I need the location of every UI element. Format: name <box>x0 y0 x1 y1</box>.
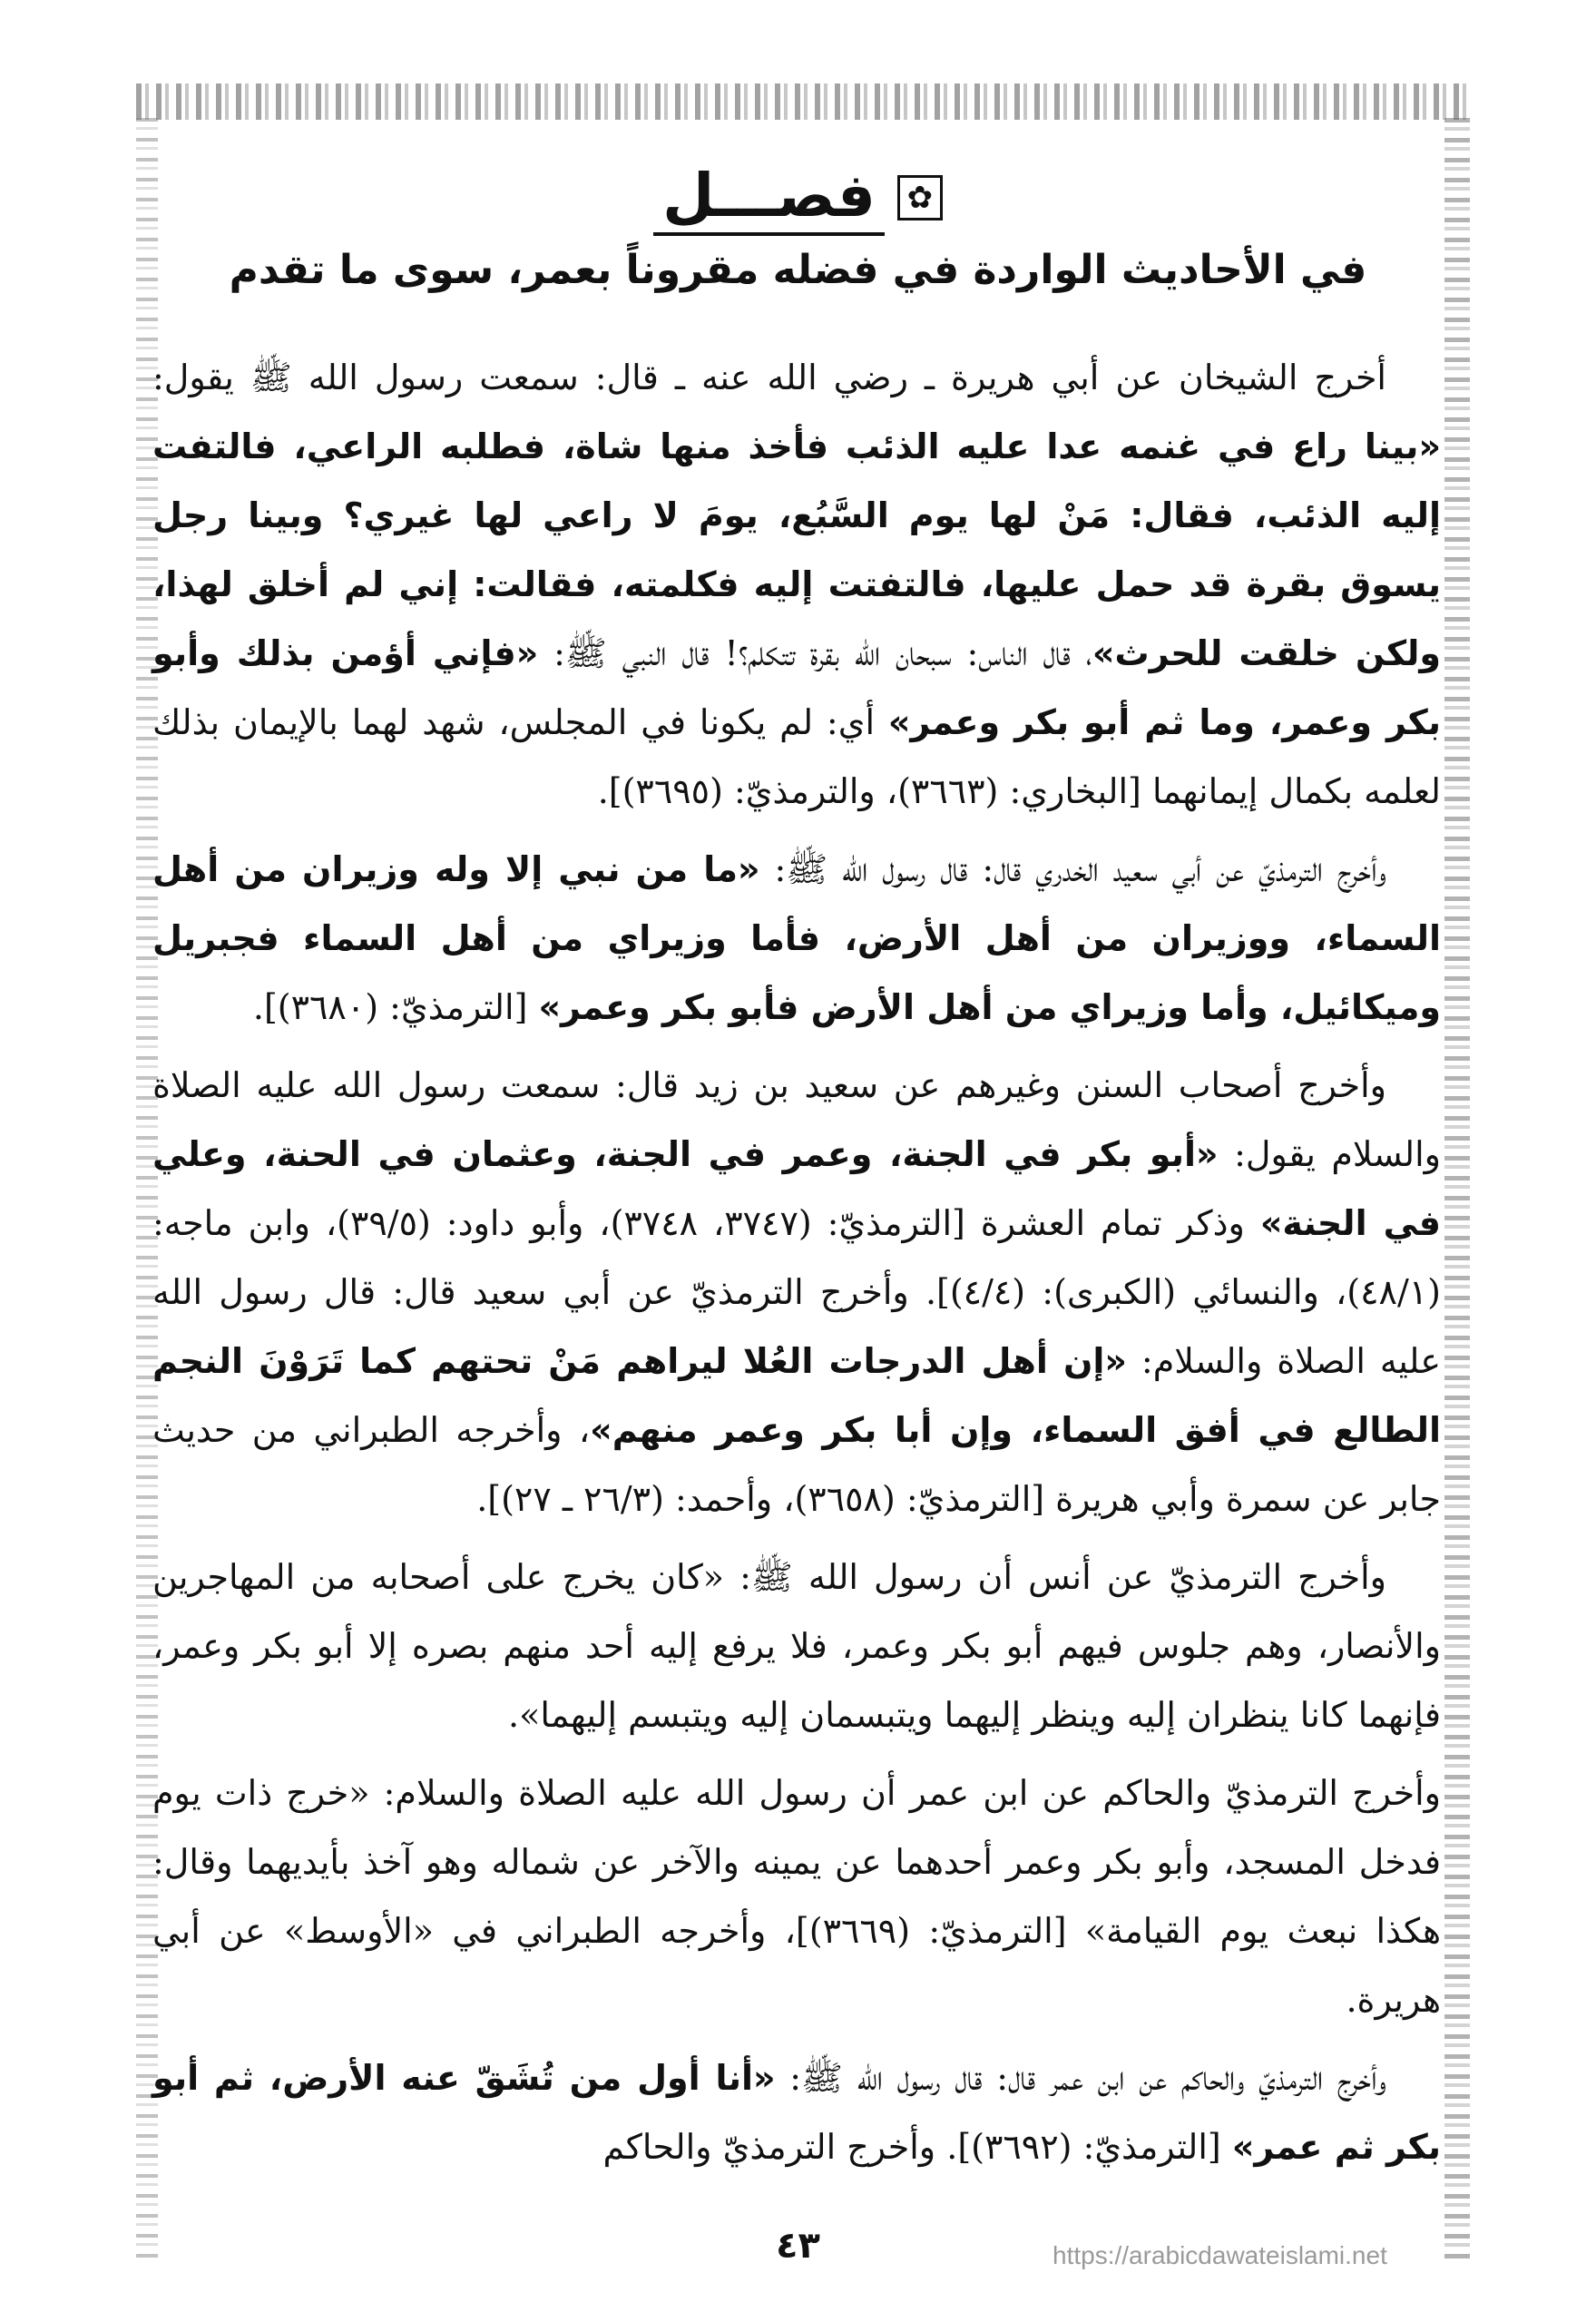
watermark-url: https://arabicdawateislami.net <box>1053 2241 1387 2269</box>
hadith-quote: «ما من نبي إلا وله وزيران من أهل السماء، ووزيران من أهل الأرض، فأما وزيراي من أهل السماء فجبريل وميكائيل، وأما وزيراي من أهل الأرض فأبو بكر وعمر» <box>152 849 1441 1027</box>
decorative-border-top <box>136 83 1470 120</box>
paragraph-text: وذكر تمام العشرة [الترمذيّ: (٣٧٤٧، ٣٧٤٨)، وأبو داود: (٣٩/٥)، وابن ماجه: (٤٨/١)، والنسائي (الكبرى): (٤/٤)]. وأخرج الترمذيّ عن أبي سعيد قال: قال رسول الله عليه الصلاة والسلام: <box>152 1203 1441 1381</box>
page-number: ٤٣ <box>776 2225 820 2267</box>
hadith-quote: «بينا راع في غنمه عدا عليه الذئب فأخذ منها شاة، فطلبه الراعي، فالتفت إليه الذئب، فقال: مَنْ لها يوم السَّبُع، يومَ لا راعي لها غيري؟ وبينا رجل يسوق بقرة قد حمل عليها، فالتفتت إليه فكلمته، فقالت: إني لم أخلق لهذا، ولكن خلقت للحرث» <box>152 426 1442 673</box>
decorative-border-right <box>1444 118 1470 2259</box>
paragraph <box>152 1758 1441 2034</box>
paragraph-text: وأخرج الترمذيّ عن أنس أن رسول الله ﷺ: «كان يخرج على أصحابه من المهاجرين والأنصار، وهم جلوس فيهم أبو بكر وعمر، فلا يرفع إليه أحد منهم بصره إلا أبو بكر وعمر، فإنهما كانا ينظران إليه وينظر إليهما ويتبسمان إليه ويتبسم إليهما». <box>152 1557 1441 1735</box>
paragraph-text: [الترمذيّ: (٣٦٨٠)]. <box>252 987 539 1027</box>
page-body <box>152 343 1441 2190</box>
paragraph-text: وأخرج أصحاب السنن وغيرهم عن سعيد بن زيد قال: سمعت رسول الله عليه الصلاة والسلام يقول: <box>152 1065 1441 1174</box>
hadith-quote: «أنا أول من تُشَقّ عنه الأرض، ثم أبو بكر ثم عمر» <box>152 2058 1441 2167</box>
hadith-quote: «إن أهل الدرجات العُلا ليراهم مَنْ تحتهم كما تَرَوْنَ النجم الطالع في أفق السماء، وإن أبا بكر وعمر منهم» <box>152 1341 1441 1450</box>
paragraph <box>152 343 1441 826</box>
paragraph-text: وأخرج الترمذيّ والحاكم عن ابن عمر أن رسول الله عليه الصلاة والسلام: «خرج ذات يوم فدخل المسجد، وأبو بكر وعمر أحدهما عن يمينه والآخر عن شماله وهو آخذ بأيديهما وقال: هكذا نبعث يوم القيامة» [الترمذيّ: (٣٦٦٩)]، وأخرجه الطبراني في «الأوسط» عن أبي هريرة. <box>152 1773 1441 2020</box>
paragraph-text: ، وأخرجه الطبراني من حديث جابر عن سمرة وأبي هريرة [الترمذيّ: (٣٦٥٨)، وأحمد: (٢٦/٣ ـ ٢٧)]. <box>152 1410 1441 1519</box>
hadith-quote: «أبو بكر في الجنة، وعمر في الجنة، وعثمان في الحنة، وعلي في الجنة» <box>152 1134 1442 1243</box>
hadith-quote: «فإني أؤمن بذلك وأبو بكر وعمر، وما ثم أبو بكر وعمر» <box>152 633 1442 742</box>
paragraph-text: أي: لم يكونا في المجلس، شهد لهما بالإيمان بذلك لعلمه بكمال إيمانهما [البخاري: (٣٦٦٣)، والترمذيّ: (٣٦٩٥)]. <box>152 702 1441 811</box>
section-subtitle: في الأحاديث الواردة في فضله مقروناً بعمر، سوى ما تقدم <box>229 247 1367 293</box>
paragraph-text: وأخرج الترمذيّ والحاكم عن ابن عمر قال: قال رسول الله ﷺ: <box>775 2058 1386 2098</box>
paragraph-text: وأخرج الترمذيّ عن أبي سعيد الخدري قال: قال رسول الله ﷺ: <box>759 849 1387 889</box>
paragraph-text: [الترمذيّ: (٣٦٩٢)]. وأخرج الترمذيّ والحاكم <box>602 2127 1232 2167</box>
paragraph <box>152 835 1441 1042</box>
section-heading <box>0 152 1596 243</box>
section-title: فصـــل <box>653 161 885 236</box>
paragraph <box>152 1543 1441 1749</box>
paragraph-text: ، قال الناس: سبحان الله بقرة تتكلم؟! قال النبي ﷺ: <box>538 633 1092 673</box>
paragraph <box>152 2043 1441 2181</box>
paragraph-text: أخرج الشيخان عن أبي هريرة ـ رضي الله عنه ـ قال: سمعت رسول الله ﷺ يقول: <box>152 358 1386 397</box>
ornament-icon: ✿ <box>897 175 943 220</box>
paragraph <box>152 1051 1441 1533</box>
